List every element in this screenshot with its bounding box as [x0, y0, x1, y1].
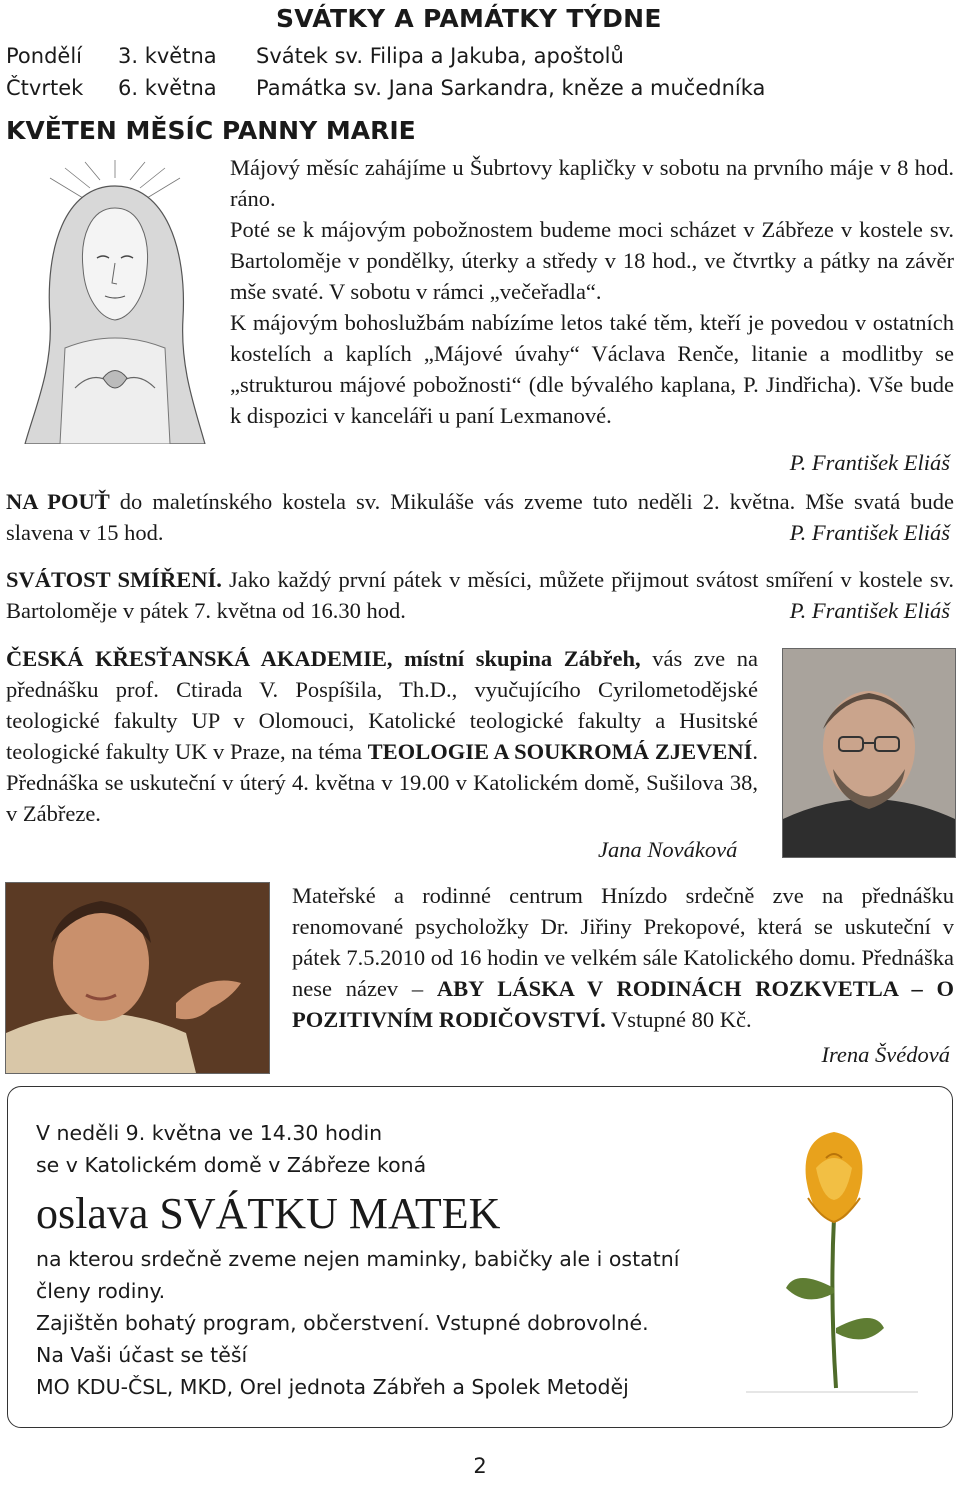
lecturer-portrait	[783, 649, 955, 857]
confession-text: Jako každý první pátek v měsíci, můžete přijmout svátost smíření v kostele sv. Bartoloměje v pátek 7. května od 16.30 hod.	[6, 567, 954, 623]
mothers-day-line-1: V neděli 9. května ve 14.30 hodin	[36, 1121, 383, 1145]
feast-name: Svátek sv. Filipa a Jakuba, apoštolů	[256, 44, 624, 68]
family-text-2: Vstupné 80 Kč.	[605, 1007, 752, 1032]
may-signature: P. František Eliáš	[789, 450, 950, 475]
page-number: 2	[473, 1454, 487, 1478]
confession-heading: SVÁTOST SMÍŘENÍ.	[6, 567, 222, 592]
feast-name: Památka sv. Jana Sarkandra, kněze a mučedníka	[256, 76, 766, 100]
feasts-title: SVÁTKY A PAMÁTKY TÝDNE	[276, 4, 662, 33]
feast-date: 6. května	[118, 76, 217, 100]
may-title: KVĚTEN MĚSÍC PANNY MARIE	[6, 116, 416, 145]
may-p1: Májový měsíc zahájíme u Šubrtovy kapličky v sobotu na prvního máje v 8 hod. ráno.	[230, 155, 954, 211]
feast-row-thursday	[6, 72, 956, 104]
rose-drawing	[746, 1118, 918, 1394]
family-lecture-title: ABY LÁSKA V RODINÁCH ROZKVETLA – O POZITIVNÍM RODIČOVSTVÍ.	[292, 976, 954, 1032]
academy-topic: TEOLOGIE A SOUKROMÁ ZJEVENÍ	[367, 739, 753, 764]
feast-day: Čtvrtek	[6, 76, 84, 100]
may-text	[230, 152, 954, 214]
madonna-image	[5, 158, 226, 444]
rose-image	[746, 1118, 918, 1394]
family-block	[292, 880, 954, 1035]
may-p3: K májovým bohoslužbám nabízíme letos také těm, kteří je povedou v ostatních kostelích a kaplích „Májové úvahy“ Václava Renče, litanie a modlitby se „strukturou májové pobožnosti“ (dle bývalého kaplana, P. Jindřicha). Vše bude k dispozici v kanceláři u paní Lexmanové.	[230, 310, 954, 428]
pilgrimage-text: do maletínského kostela sv. Mikuláše vás zveme tuto neděli 2. května. Mše svatá bude slavena v 15 hod.	[6, 489, 954, 545]
academy-text-2: . Přednáška se uskuteční v úterý 4. května v 19.00 v Katolickém domě, Sušilova 38, v Zábřeze.	[6, 739, 758, 826]
family-text-1: Mateřské a rodinné centrum Hnízdo srdečně zve na přednášku renomované psycholožky Dr. Jiřiny Prekopové, která se uskuteční v pátek 7.5.2010 od 16 hodin ve velkém sále Katolického domu. Přednáška nese název –	[292, 883, 954, 1001]
family-signature: Irena Švédová	[821, 1042, 950, 1067]
mothers-day-text	[36, 1117, 736, 1403]
academy-heading: ČESKÁ KŘESŤANSKÁ AKADEMIE, místní skupina Zábřeh,	[6, 646, 641, 671]
may-p2: Poté se k májovým pobožnostem budeme moci scházet v Zábřeze v kostele sv. Bartoloměje v pondělky, úterky a středy v 18 hod., ve čtvrtky a pátky na závěr mše svaté. V sobotu v rámci „večeřadla“.	[230, 217, 954, 304]
confession-signature: P. František Eliáš	[789, 598, 950, 623]
mothers-day-line-2: se v Katolickém domě v Zábřeze koná	[36, 1153, 427, 1177]
feast-row	[6, 40, 956, 104]
mothers-day-line-6: MO KDU-ČSL, MKD, Orel jednota Zábřeh a Spolek Metoděj	[36, 1375, 629, 1399]
may-text-2	[230, 214, 954, 431]
academy-signature: Jana Nováková	[598, 837, 738, 862]
pilgrimage-heading: NA POUŤ	[6, 489, 110, 514]
lecturer-photo	[782, 648, 956, 858]
mothers-day-line-5: Na Vaši účast se těší	[36, 1343, 248, 1367]
mothers-day-line-4: Zajištěn bohatý program, občerstvení. Vstupné dobrovolné.	[36, 1311, 649, 1335]
madonna-drawing	[5, 158, 226, 444]
speaker-photo	[5, 882, 270, 1074]
feast-date: 3. května	[118, 44, 217, 68]
speaker-portrait	[6, 883, 269, 1073]
mothers-day-line-3: na kterou srdečně zveme nejen maminky, babičky ale i ostatní členy rodiny.	[36, 1247, 680, 1303]
mothers-day-title: oslava SVÁTKU MATEK	[36, 1189, 501, 1238]
feast-day: Pondělí	[6, 44, 82, 68]
pilgrimage-signature: P. František Eliáš	[789, 520, 950, 545]
academy-block	[6, 643, 758, 829]
feast-row-monday	[6, 40, 956, 72]
academy-text-1: vás zve na přednášku prof. Ctirada V. Pospíšila, Th.D., vyučujícího Cyrilometodějské teologické fakulty UP v Olomouci, Katolické teologické fakulty a Husitské teologické fakulty UK v Praze, na téma	[6, 646, 759, 764]
